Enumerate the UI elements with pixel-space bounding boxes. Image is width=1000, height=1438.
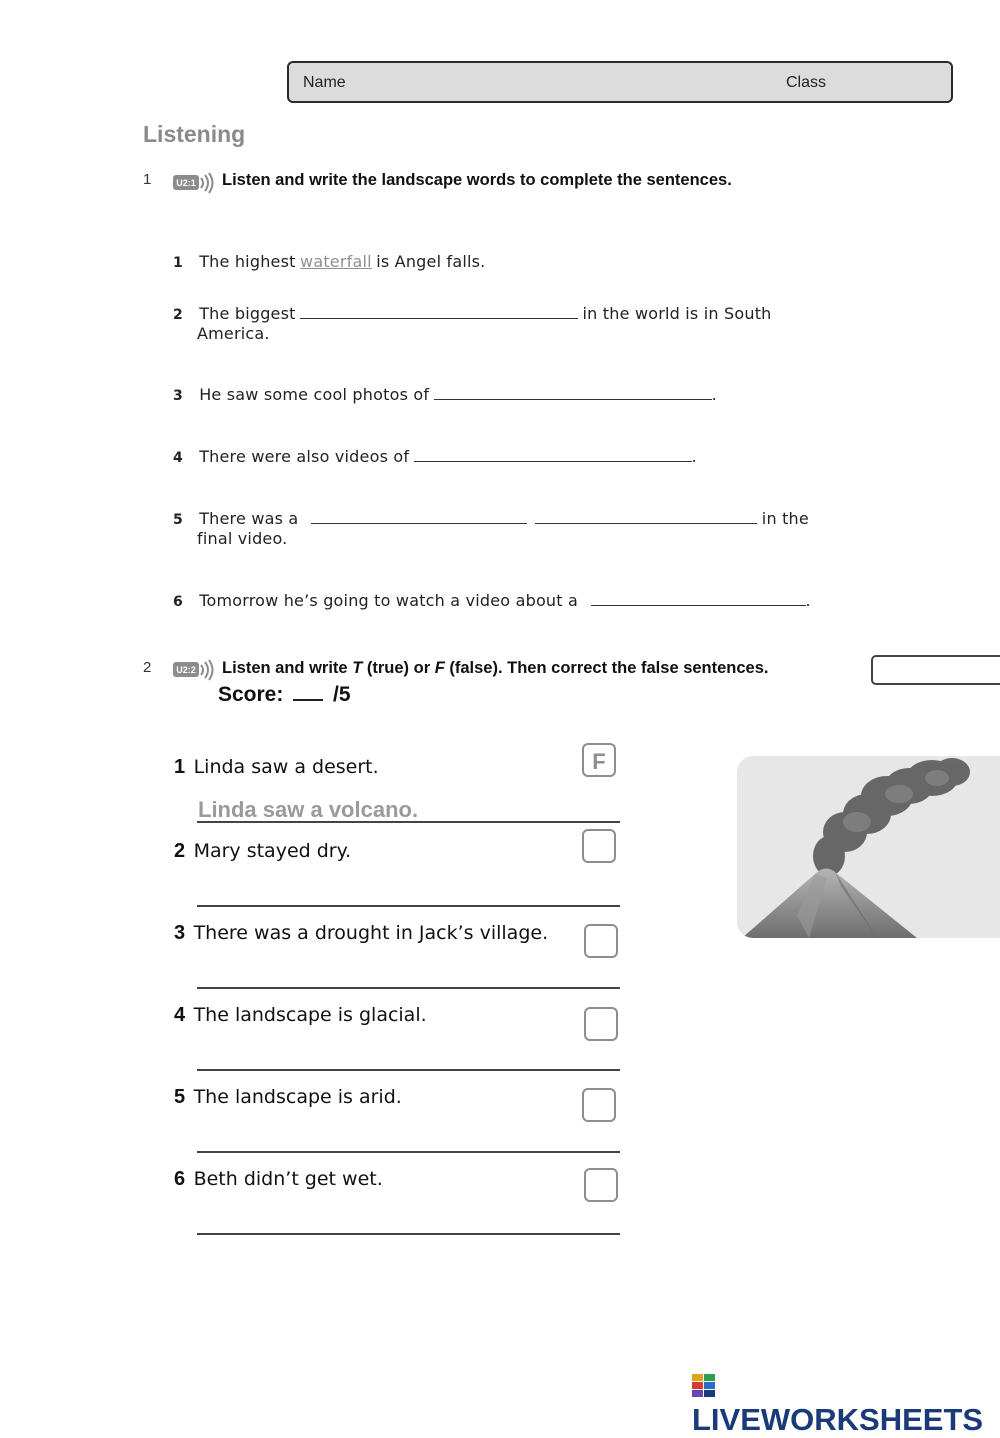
ex2-item-number: 6 [174, 1168, 186, 1190]
ex1-blank-4[interactable] [414, 447, 692, 462]
exercise-1-instruction: Listen and write the landscape words to complete the sentences. [222, 171, 732, 189]
ex1-blank-5a[interactable] [311, 509, 527, 524]
ex2-item-text: There was a drought in Jack’s village. [193, 922, 549, 944]
ex2-item-number: 3 [174, 922, 186, 944]
ex1-item-2 [173, 304, 772, 324]
audio-label: U2:2 [176, 665, 196, 675]
score-blank[interactable] [293, 685, 323, 701]
liveworksheets-logo [692, 1372, 1000, 1438]
ex1-item-text: Tomorrow he’s going to watch a video about a [199, 591, 579, 610]
ex1-item-4 [173, 447, 697, 467]
tf-box-5[interactable] [582, 1088, 616, 1122]
ex1-answer-sample: waterfall [300, 252, 372, 271]
answer-line-5[interactable] [197, 1151, 620, 1153]
score-box[interactable] [871, 655, 1000, 685]
score-total: /5 [333, 683, 351, 706]
ex1-item-5-cont: final video. [197, 529, 288, 548]
tf-box-6[interactable] [584, 1168, 618, 1202]
instr-f: F [434, 659, 445, 677]
name-class-bar [287, 61, 953, 103]
ex1-item-text: The biggest [199, 304, 296, 323]
ex2-correction-sample: Linda saw a volcano. [198, 797, 419, 822]
ex1-item-text: The highest [199, 252, 296, 271]
instr-part: Listen and write [222, 659, 353, 677]
ex2-item-3 [174, 922, 548, 945]
ex1-item-text-after: . [711, 385, 717, 404]
ex1-item-text: There was a [199, 509, 299, 528]
class-label: Class [786, 74, 827, 91]
ex1-item-text-after: . [691, 447, 697, 466]
ex1-blank-3[interactable] [434, 385, 712, 400]
ex1-item-1 [173, 252, 485, 272]
score-line [218, 683, 351, 707]
exercise-1-number: 1 [143, 171, 152, 188]
ex1-item-number: 5 [173, 512, 183, 528]
ex2-item-text: The landscape is glacial. [193, 1004, 427, 1026]
ex2-item-text: Mary stayed dry. [193, 840, 352, 862]
ex2-item-text: Linda saw a desert. [193, 756, 379, 778]
ex1-item-number: 1 [173, 255, 183, 271]
ex1-item-text: There were also videos of [199, 447, 410, 466]
ex2-item-number: 5 [174, 1086, 186, 1108]
score-label: Score: [218, 683, 284, 706]
ex1-item-6 [173, 591, 811, 611]
exercise-2-number: 2 [143, 659, 152, 676]
ex1-item-number: 4 [173, 450, 183, 466]
ex1-item-text-after: . [805, 591, 811, 610]
ex1-item-5 [173, 509, 809, 529]
ex1-blank-2[interactable] [300, 304, 578, 319]
volcano-icon [737, 756, 1000, 938]
ex1-item-3 [173, 385, 717, 405]
name-label: Name [303, 74, 346, 91]
ex1-item-number: 3 [173, 388, 183, 404]
tf-box-1[interactable]: F [582, 743, 616, 777]
audio-label: U2:1 [176, 178, 196, 188]
ex2-item-number: 2 [174, 840, 186, 862]
ex2-item-4 [174, 1004, 427, 1027]
volcano-image [737, 756, 1000, 938]
ex2-item-text: Beth didn’t get wet. [193, 1168, 383, 1190]
tf-box-4[interactable] [584, 1007, 618, 1041]
section-title: Listening [143, 121, 246, 147]
tf-box-3[interactable] [584, 924, 618, 958]
logo-text: LIVEWORKSHEETS [692, 1402, 984, 1437]
ex1-blank-5b[interactable] [535, 509, 757, 524]
tf-box-2[interactable] [582, 829, 616, 863]
ex1-item-text-after: is Angel falls. [376, 252, 486, 271]
answer-line-3[interactable] [197, 987, 620, 989]
ex1-item-number: 6 [173, 594, 183, 610]
instr-part: (false). Then correct the false sentences. [444, 659, 769, 677]
ex2-item-2 [174, 840, 351, 863]
audio-icon[interactable] [172, 170, 216, 196]
ex1-blank-6[interactable] [591, 591, 806, 606]
ex1-item-2-cont: America. [197, 324, 270, 343]
ex2-item-text: The landscape is arid. [193, 1086, 402, 1108]
ex2-item-number: 1 [174, 756, 186, 778]
ex2-item-5 [174, 1086, 402, 1109]
ex1-item-text: He saw some cool photos of [199, 385, 430, 404]
ex2-item-number: 4 [174, 1004, 186, 1026]
answer-line-4[interactable] [197, 1069, 620, 1071]
answer-line-6[interactable] [197, 1233, 620, 1235]
logo-icon [692, 1372, 716, 1400]
ex2-item-1 [174, 756, 379, 779]
instr-t: T [352, 659, 363, 677]
exercise-2-instruction [222, 659, 769, 678]
audio-icon[interactable] [172, 657, 216, 683]
instr-part: (true) or [362, 659, 435, 677]
ex2-item-6 [174, 1168, 383, 1191]
ex1-item-text-after: in the [761, 509, 809, 528]
answer-line-1[interactable] [197, 821, 620, 823]
ex1-item-number: 2 [173, 307, 183, 323]
ex1-item-text-after: in the world is in South [582, 304, 772, 323]
answer-line-2[interactable] [197, 905, 620, 907]
